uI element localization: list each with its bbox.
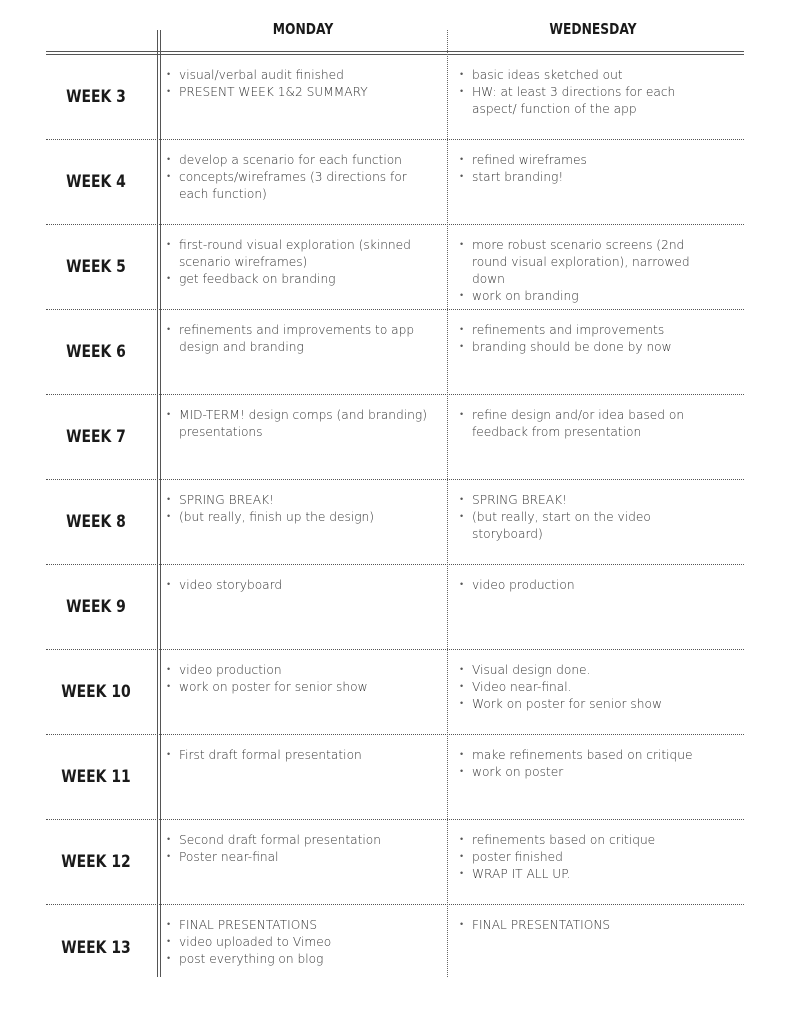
task-item: • First draft formal presentation [167, 747, 437, 764]
task-item: • video production [460, 577, 722, 594]
monday-tasks [167, 832, 437, 866]
week-row [46, 140, 744, 225]
monday-tasks [167, 662, 437, 696]
week-label: WEEK 5 [66, 257, 126, 277]
wednesday-tasks [460, 662, 722, 713]
week-label: WEEK 7 [66, 427, 126, 447]
week-row [46, 395, 744, 480]
week-label: WEEK 4 [66, 172, 126, 192]
week-label: WEEK 8 [66, 512, 126, 532]
monday-tasks [167, 577, 437, 594]
task-item: • more robust scenario screens (2nd round visual exploration), narrowed down [460, 237, 722, 288]
task-item: • (but really, start on the video storyboard) [460, 509, 722, 543]
monday-tasks [167, 152, 437, 203]
week-row [46, 735, 744, 820]
week-row [46, 480, 744, 565]
task-item: • video storyboard [167, 577, 437, 594]
header-rule-top [46, 51, 744, 52]
column-header-wednesday: WEDNESDAY [549, 20, 637, 38]
task-item: • work on poster for senior show [167, 679, 437, 696]
task-item: • video uploaded to Vimeo [167, 934, 437, 951]
task-item: • develop a scenario for each function [167, 152, 437, 169]
task-item: • poster finished [460, 849, 722, 866]
task-item: • branding should be done by now [460, 339, 722, 356]
week-row [46, 820, 744, 905]
task-item: • refinements and improvements [460, 322, 722, 339]
monday-tasks [167, 407, 437, 441]
task-item: • MID-TERM! design comps (and branding) presentations [167, 407, 437, 441]
task-item: • Poster near-final [167, 849, 437, 866]
task-item: • refine design and/or idea based on feedback from presentation [460, 407, 722, 441]
wednesday-tasks [460, 322, 722, 356]
task-item: • Second draft formal presentation [167, 832, 437, 849]
week-label: WEEK 13 [61, 937, 131, 958]
week-label: WEEK 3 [66, 87, 126, 107]
task-item: • first-round visual exploration (skinned scenario wireframes) [167, 237, 437, 271]
task-item: • refined wireframes [460, 152, 722, 169]
task-item: • Video near-final. [460, 679, 722, 696]
task-item: • FINAL PRESENTATIONS [460, 917, 722, 934]
wednesday-tasks [460, 237, 722, 305]
task-item: • SPRING BREAK! [167, 492, 437, 509]
wednesday-tasks [460, 832, 722, 883]
task-item: • work on branding [460, 288, 722, 305]
task-item: • WRAP IT ALL UP. [460, 866, 722, 883]
week-row [46, 225, 744, 310]
week-label: WEEK 10 [61, 682, 131, 702]
monday-tasks [167, 917, 437, 968]
task-item: • refinements based on critique [460, 832, 722, 849]
task-item: • Work on poster for senior show [460, 696, 722, 713]
task-item: • visual/verbal audit finished [167, 67, 437, 84]
task-item: • start branding! [460, 169, 722, 186]
task-item: • refinements and improvements to app design and branding [167, 322, 437, 356]
week-row [46, 905, 744, 990]
task-item: • (but really, finish up the design) [167, 509, 437, 526]
week-row [46, 650, 744, 735]
monday-tasks [167, 237, 437, 288]
wednesday-tasks [460, 67, 722, 118]
week-label: WEEK 12 [61, 852, 131, 872]
week-row [46, 310, 744, 395]
wednesday-tasks [460, 917, 722, 934]
week-row [46, 55, 744, 140]
task-item: • FINAL PRESENTATIONS [167, 917, 437, 934]
week-label: WEEK 6 [66, 342, 126, 362]
wednesday-tasks [460, 577, 722, 594]
wednesday-tasks [460, 747, 722, 781]
week-label: WEEK 11 [61, 767, 131, 787]
task-item: • PRESENT WEEK 1&2 SUMMARY [167, 84, 437, 101]
task-item: • get feedback on branding [167, 271, 437, 288]
wednesday-tasks [460, 407, 722, 441]
task-item: • work on poster [460, 764, 722, 781]
task-item: • HW: at least 3 directions for each aspect/ function of the app [460, 84, 722, 118]
wednesday-tasks [460, 492, 722, 543]
monday-tasks [167, 67, 437, 101]
task-item: • Visual design done. [460, 662, 722, 679]
task-item: • post everything on blog [167, 951, 437, 968]
task-item: • video production [167, 662, 437, 679]
task-item: • concepts/wireframes (3 directions for each function) [167, 169, 437, 203]
column-header-monday: MONDAY [272, 20, 334, 38]
monday-tasks [167, 492, 437, 526]
task-item: • basic ideas sketched out [460, 67, 722, 84]
task-item: • make refinements based on critique [460, 747, 722, 764]
task-item: • SPRING BREAK! [460, 492, 722, 509]
wednesday-tasks [460, 152, 722, 186]
monday-tasks [167, 322, 437, 356]
monday-tasks [167, 747, 437, 764]
week-label: WEEK 9 [66, 597, 126, 617]
week-row [46, 565, 744, 650]
